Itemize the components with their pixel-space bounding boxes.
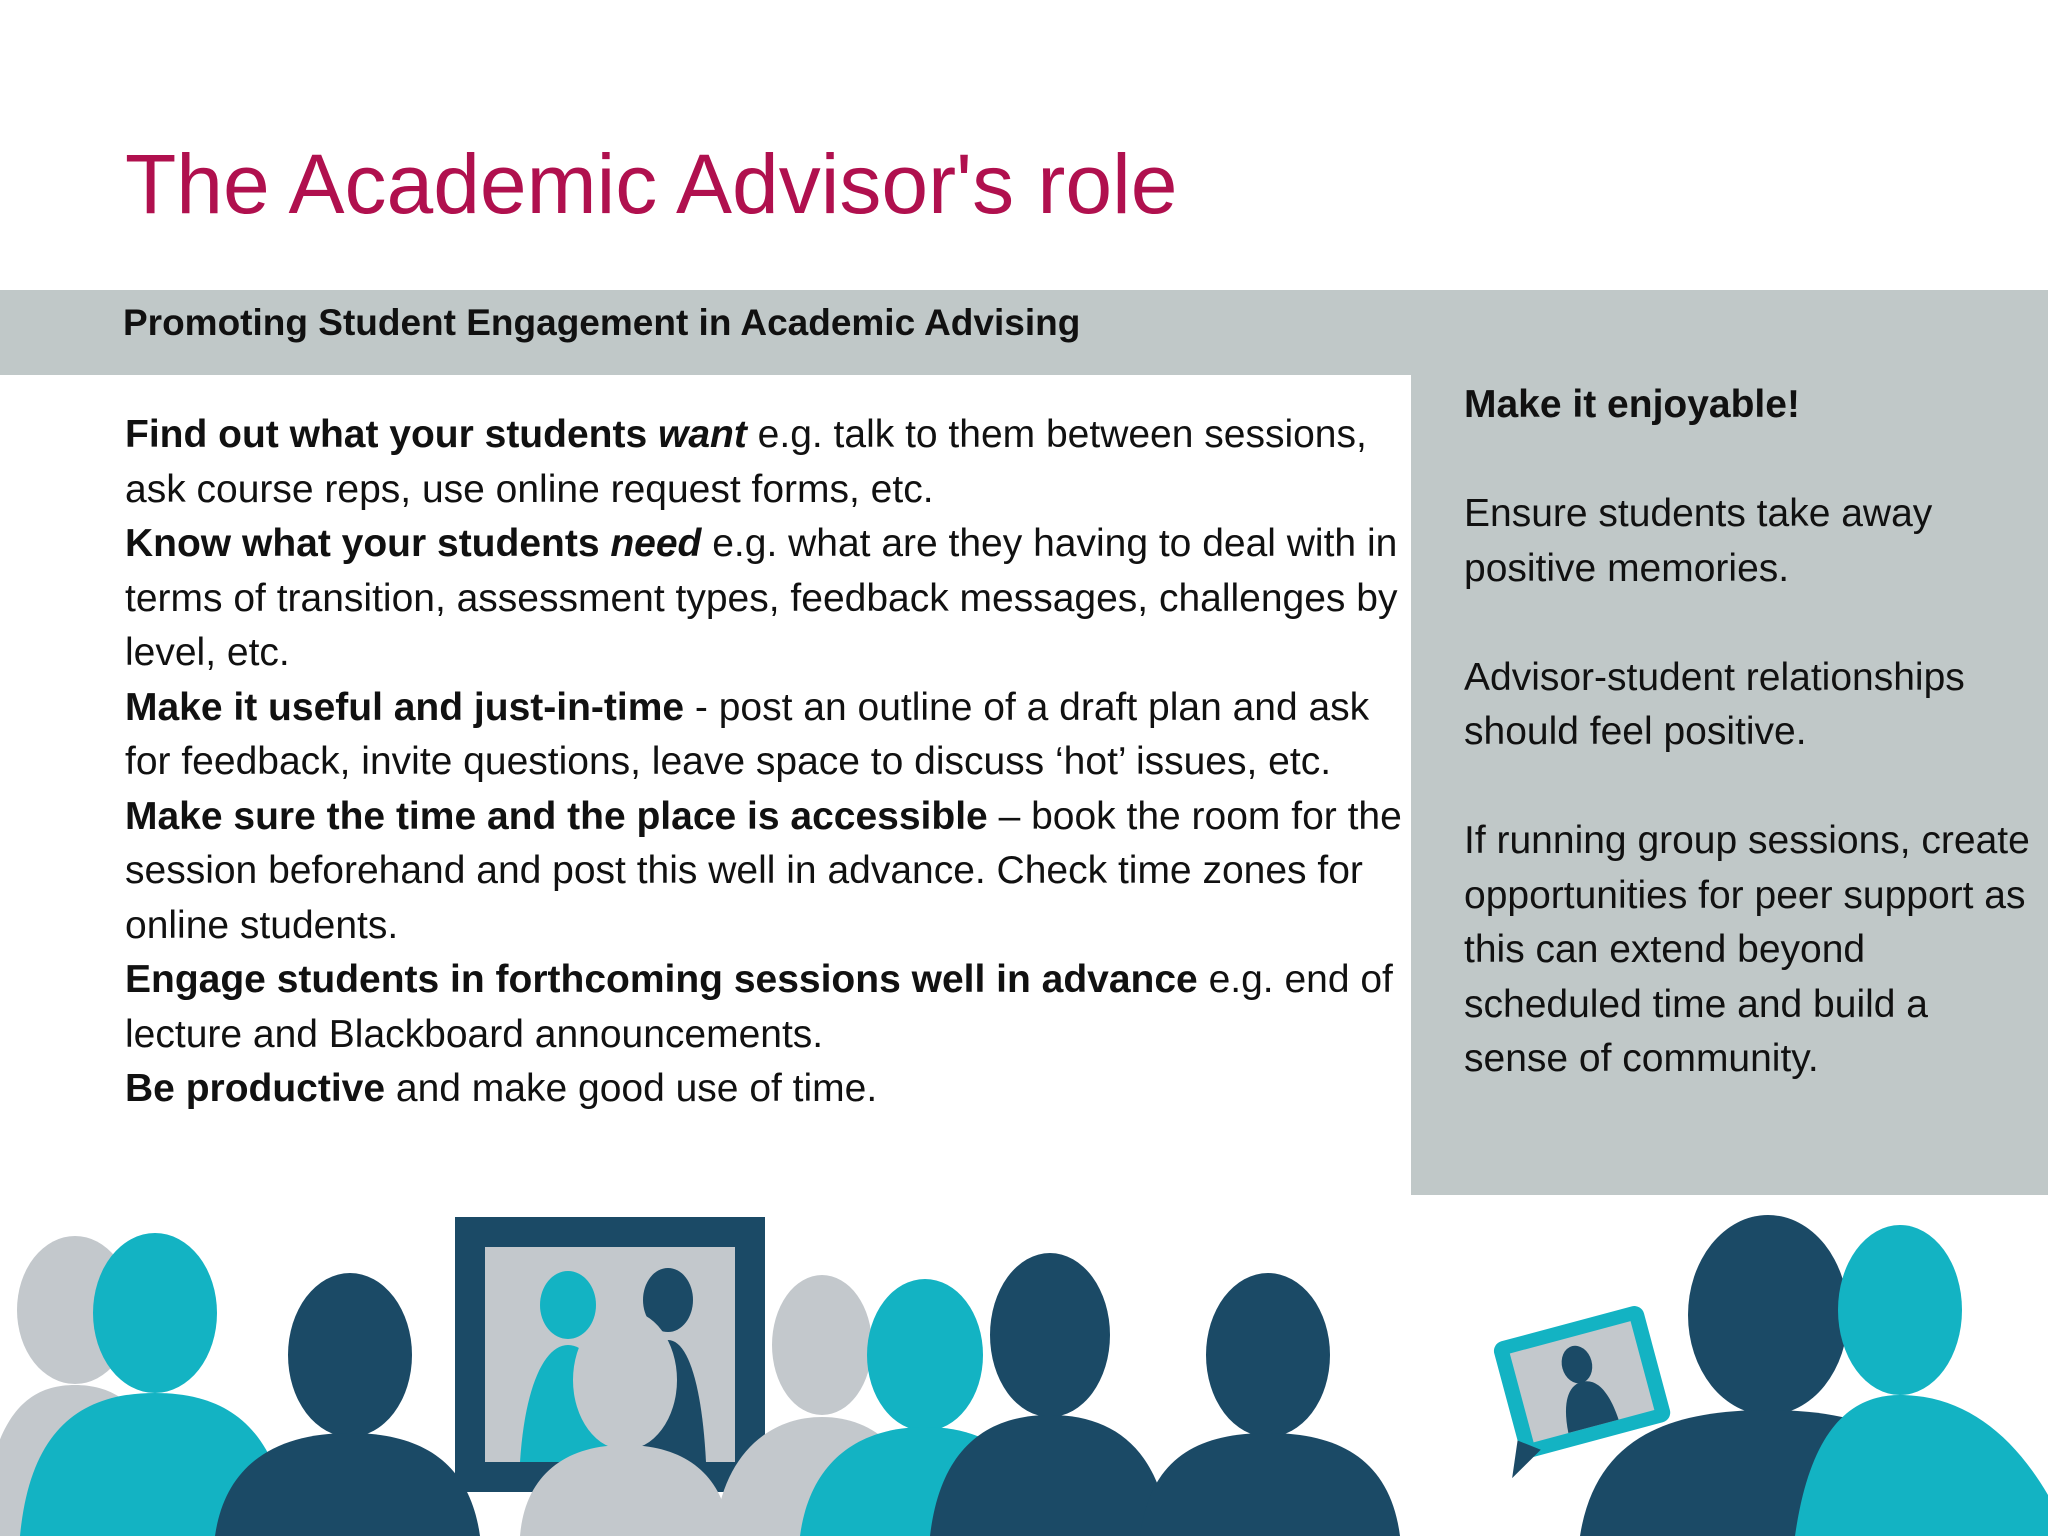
point-text: e.g. end of lecture and Blackboard announcements. — [125, 958, 1393, 1056]
point-need — [125, 517, 1405, 681]
point-text: e.g. talk to them between sessions, ask course reps, use online request forms, etc. — [125, 413, 1367, 511]
person-silhouette — [215, 1273, 480, 1536]
side-panel-text — [1464, 378, 2039, 1087]
point-emphasis: want — [657, 413, 747, 456]
main-points — [125, 408, 1405, 1117]
point-label: Be productive — [125, 1067, 386, 1110]
point-label: Make sure the time and the place is accessible — [125, 794, 988, 838]
point-label: Engage students in forthcoming sessions well in advance — [125, 958, 1198, 1001]
point-label: Know what your students — [125, 522, 611, 565]
point-engage — [125, 953, 1405, 1062]
point-accessible — [125, 790, 1405, 954]
side-heading: Make it enjoyable! — [1464, 383, 1800, 426]
point-text: e.g. what are they having to deal with in terms of transition, assessment types, feedback messages, challenges by level, etc. — [125, 522, 1398, 674]
point-label: Make it useful and just-in-time — [125, 685, 685, 729]
point-text: and make good use of time. — [385, 1067, 878, 1110]
point-text: – book the room for the session beforehand and post this well in advance. Check time zones for online students. — [125, 794, 1402, 947]
slide-title: The Academic Advisor's role — [125, 137, 1178, 231]
point-emphasis: need — [610, 522, 702, 565]
audience-illustration — [0, 1195, 2048, 1536]
point-text: - post an outline of a draft plan and ask for feedback, invite questions, leave space to discuss ‘hot’ issues, etc. — [125, 685, 1370, 783]
side-paragraph: If running group sessions, create opportunities for peer support as this can extend beyond scheduled time and build a sense of community. — [1464, 819, 2030, 1080]
side-paragraph: Ensure students take away positive memories. — [1464, 492, 1933, 590]
side-paragraph: Advisor-student relationships should feel positive. — [1464, 655, 1965, 753]
person-silhouette — [1140, 1273, 1400, 1536]
point-useful — [125, 681, 1405, 790]
point-want — [125, 408, 1405, 517]
point-label: Find out what your students — [125, 413, 658, 456]
point-productive — [125, 1062, 1405, 1117]
slide-subtitle: Promoting Student Engagement in Academic Advising — [123, 302, 1081, 343]
